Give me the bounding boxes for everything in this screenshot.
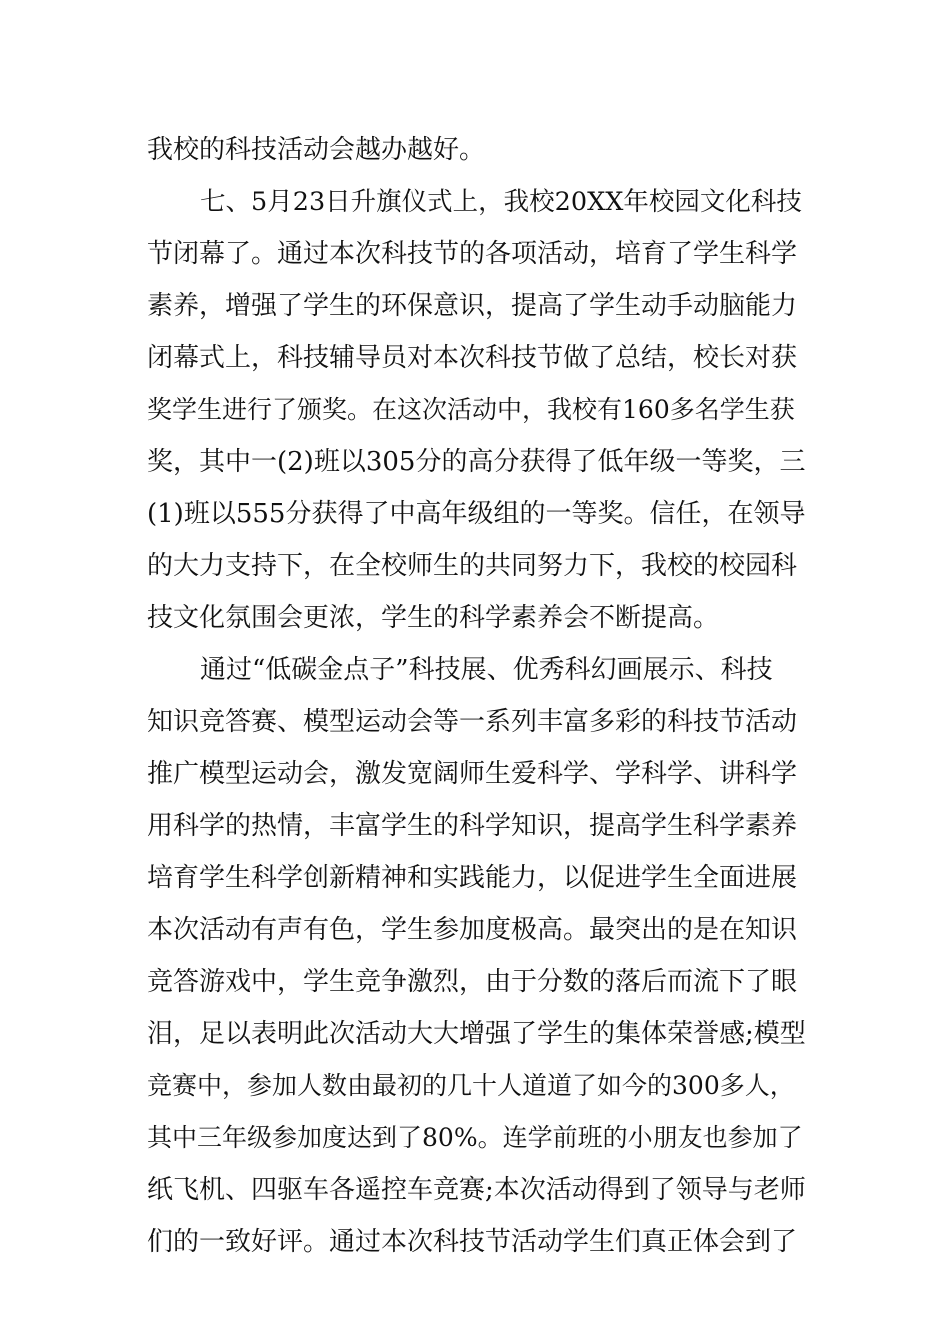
text-line: 闭幕式上，科技辅导员对本次科技节做了总结，校长对获 [147,343,798,373]
text-line: 竞答游戏中，学生竞争激烈，由于分数的落后而流下了眼 [147,967,798,997]
text-line: 素养，增强了学生的环保意识，提高了学生动手动脑能力 [147,291,798,321]
text-line: 泪，足以表明此次活动大大增强了学生的集体荣誉感;模型 [147,1019,806,1049]
text-line: 纸飞机、四驱车各遥控车竞赛;本次活动得到了领导与老师 [147,1175,806,1205]
paragraph-start-line: 通过“低碳金点子”科技展、优秀科幻画展示、科技 [200,655,773,685]
text-line: 推广模型运动会，激发宽阔师生爱科学、学科学、讲科学 [147,759,798,789]
text-line: 其中三年级参加度达到了80%。连学前班的小朋友也参加了 [147,1123,803,1152]
text-line: 用科学的热情，丰富学生的科学知识，提高学生科学素养 [147,811,798,841]
text-line: 我校的科技活动会越办越好。 [147,135,486,165]
text-line: 本次活动有声有色，学生参加度极高。最突出的是在知识 [147,915,798,945]
text-line: (1)班以555分获得了中高年级组的一等奖。信任，在领导 [147,499,806,529]
text-line: 知识竞答赛、模型运动会等一系列丰富多彩的科技节活动 [147,707,798,737]
text-line: 的大力支持下，在全校师生的共同努力下，我校的校园科 [147,551,798,581]
text-line: 奖学生进行了颁奖。在这次活动中，我校有160多名学生获 [147,395,795,424]
paragraph-start-line: 七、5月23日升旗仪式上，我校20XX年校园文化科技 [200,187,802,217]
text-line: 培育学生科学创新精神和实践能力，以促进学生全面进展 [147,863,798,893]
text-line: 们的一致好评。通过本次科技节活动学生们真正体会到了 [147,1227,798,1257]
text-line: 奖，其中一(2)班以305分的高分获得了低年级一等奖，三 [147,447,806,477]
text-line: 节闭幕了。通过本次科技节的各项活动，培育了学生科学 [147,239,798,269]
text-line: 技文化氛围会更浓，学生的科学素养会不断提高。 [147,603,720,633]
text-line: 竞赛中，参加人数由最初的几十人道道了如今的300多人， [147,1071,795,1100]
